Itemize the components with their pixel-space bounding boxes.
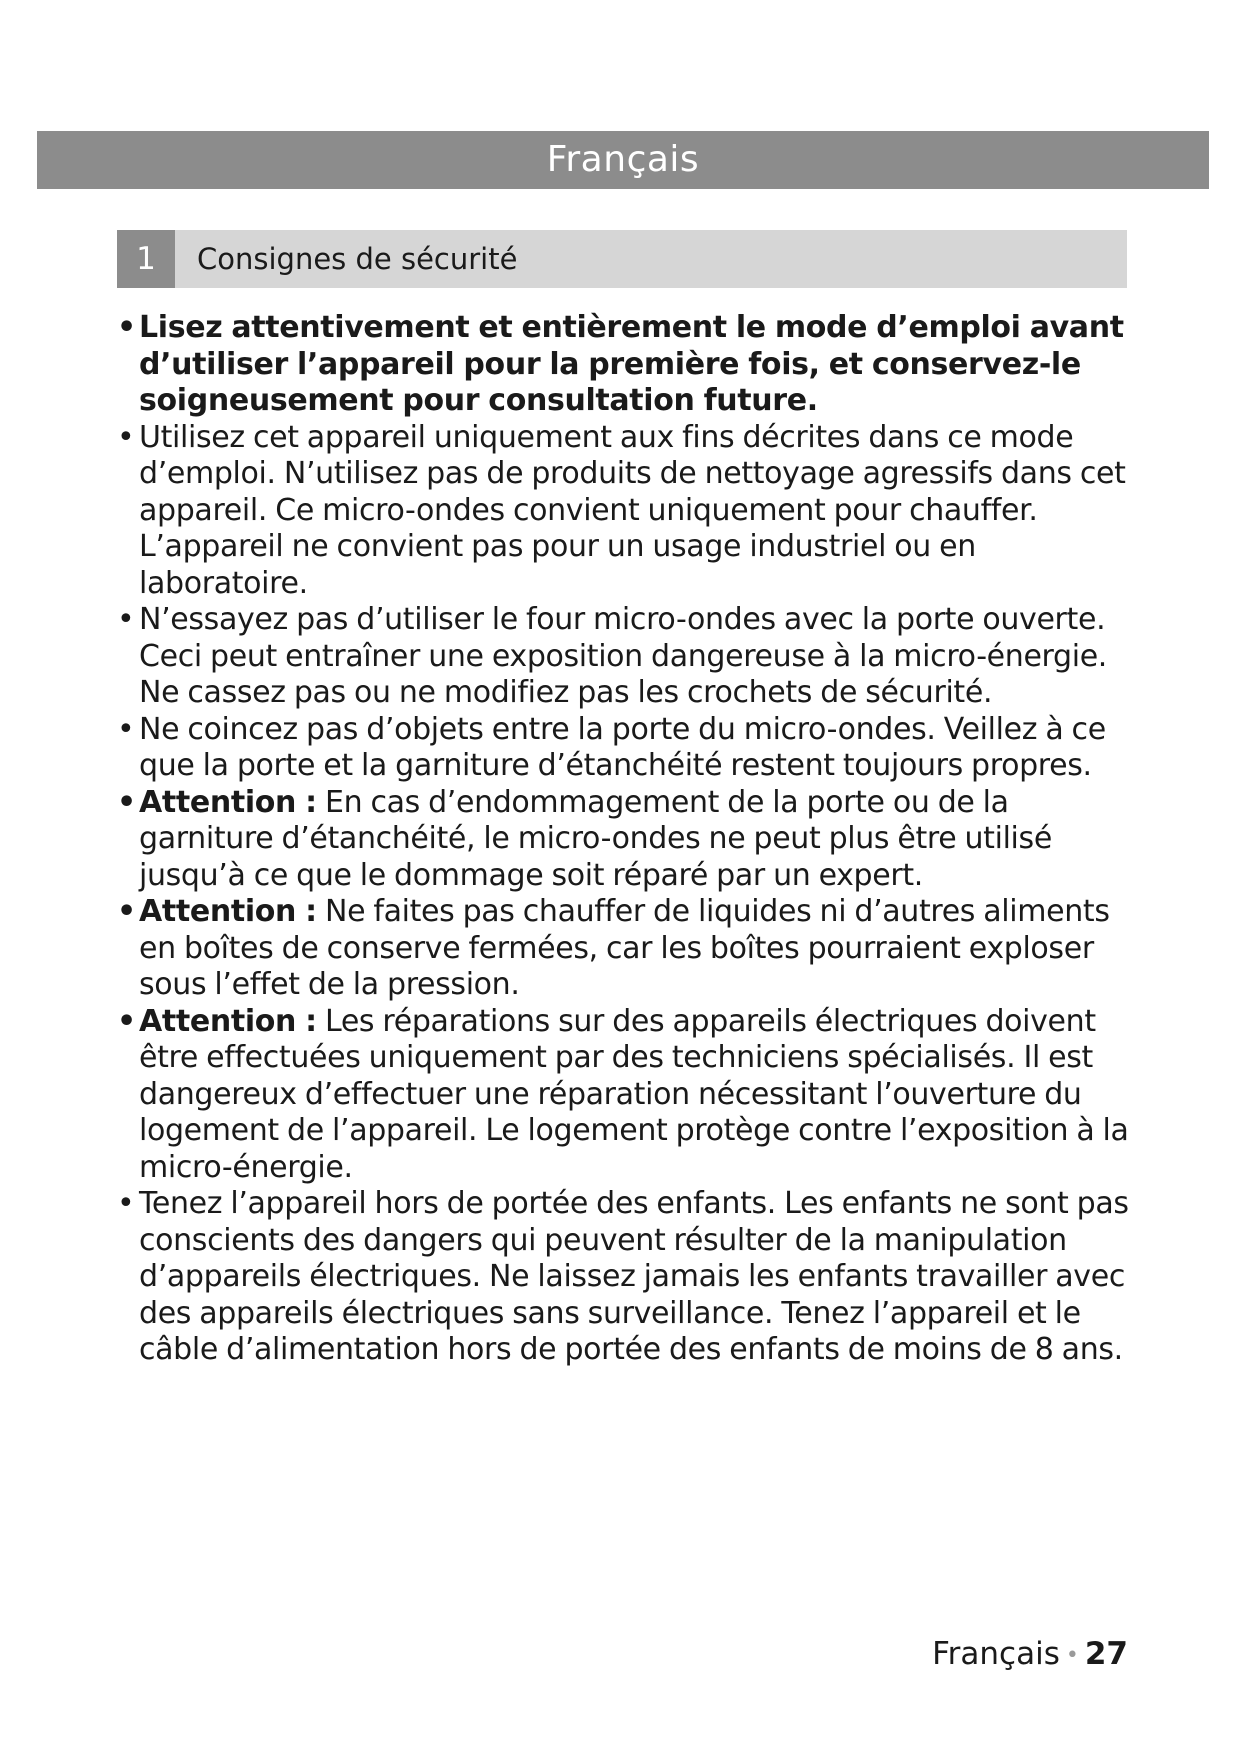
list-item [117,894,1137,1004]
list-item-text: Lisez attentivement et entièrement le mode d’emploi avant d’utiliser l’appareil pour la première fois, et conservez-le soigneusement pour consultation future. [139,310,1124,418]
language-banner [37,131,1209,189]
safety-instructions [117,310,1137,1369]
footer-language: Français [932,1636,1060,1672]
attention-label: Attention : [139,1003,317,1039]
page-number: 27 [1084,1636,1128,1672]
list-item [117,712,1137,785]
separator-dot-icon: • [1065,1643,1079,1668]
list-item [117,785,1137,895]
list-item [117,420,1137,603]
bullet-icon: • [117,602,135,637]
list-item-text: Les réparations sur des appareils électriques doivent être effectuées uniquement par des techniciens spécialisés. Il est dangereux d’effectuer une réparation nécessitant l’ouverture du logement de l’appareil. Le logement protège contre l’exposition à la micro-énergie. [139,1003,1129,1185]
bullet-icon: • [117,711,135,747]
bullet-icon: • [117,310,136,345]
list-item-text: Ne faites pas chauffer de liquides ni d’autres aliments en boîtes de conserve fermées, car les boîtes pourraient exploser sous l’effet de la pression. [139,894,1110,1002]
attention-label: Attention : [139,894,317,929]
bullet-icon: • [117,784,136,820]
bullet-icon: • [117,1003,136,1039]
section-header [117,230,1127,288]
list-item [117,1004,1137,1187]
page-footer [932,1636,1128,1672]
list-item [117,1186,1137,1369]
list-item-text: En cas d’endommagement de la porte ou de la garniture d’étanchéité, le micro-ondes ne peut plus être utilisé jusqu’à ce que le dommage soit réparé par un expert. [139,784,1052,893]
list-item-text: N’essayez pas d’utiliser le four micro-ondes avec la porte ouverte. Ceci peut entraîner une exposition dangereuse à la micro-énergie. Ne cassez pas ou ne modifiez pas les crochets de sécurité. [139,602,1107,710]
section-number: 1 [117,230,175,288]
section-title: Consignes de sécurité [197,242,518,276]
bullet-icon: • [117,894,136,929]
language-banner-label: Français [546,139,700,180]
attention-label: Attention : [139,784,317,820]
bullet-list [117,310,1137,1369]
list-item [117,310,1137,420]
list-item-text: Utilisez cet appareil uniquement aux fins décrites dans ce mode d’emploi. N’utilisez pas de produits de nettoyage agressifs dans cet appareil. Ce micro-ondes convient uniquement pour chauffer. L’appareil ne convient pas pour un usage industriel ou en laboratoire. [139,419,1126,601]
list-item-text: Tenez l’appareil hors de portée des enfants. Les enfants ne sont pas conscients des dangers qui peuvent résulter de la manipulation d’appareils électriques. Ne laissez jamais les enfants travailler avec des appareils électriques sans surveillance. Tenez l’appareil et le câble d’alimentation hors de portée des enfants de moins de 8 ans. [139,1186,1129,1367]
list-item [117,602,1137,712]
bullet-icon: • [117,419,135,455]
list-item-text: Ne coincez pas d’objets entre la porte du micro-ondes. Veillez à ce que la porte et la garniture d’étanchéité restent toujours propres. [139,711,1106,783]
bullet-icon: • [117,1186,135,1221]
